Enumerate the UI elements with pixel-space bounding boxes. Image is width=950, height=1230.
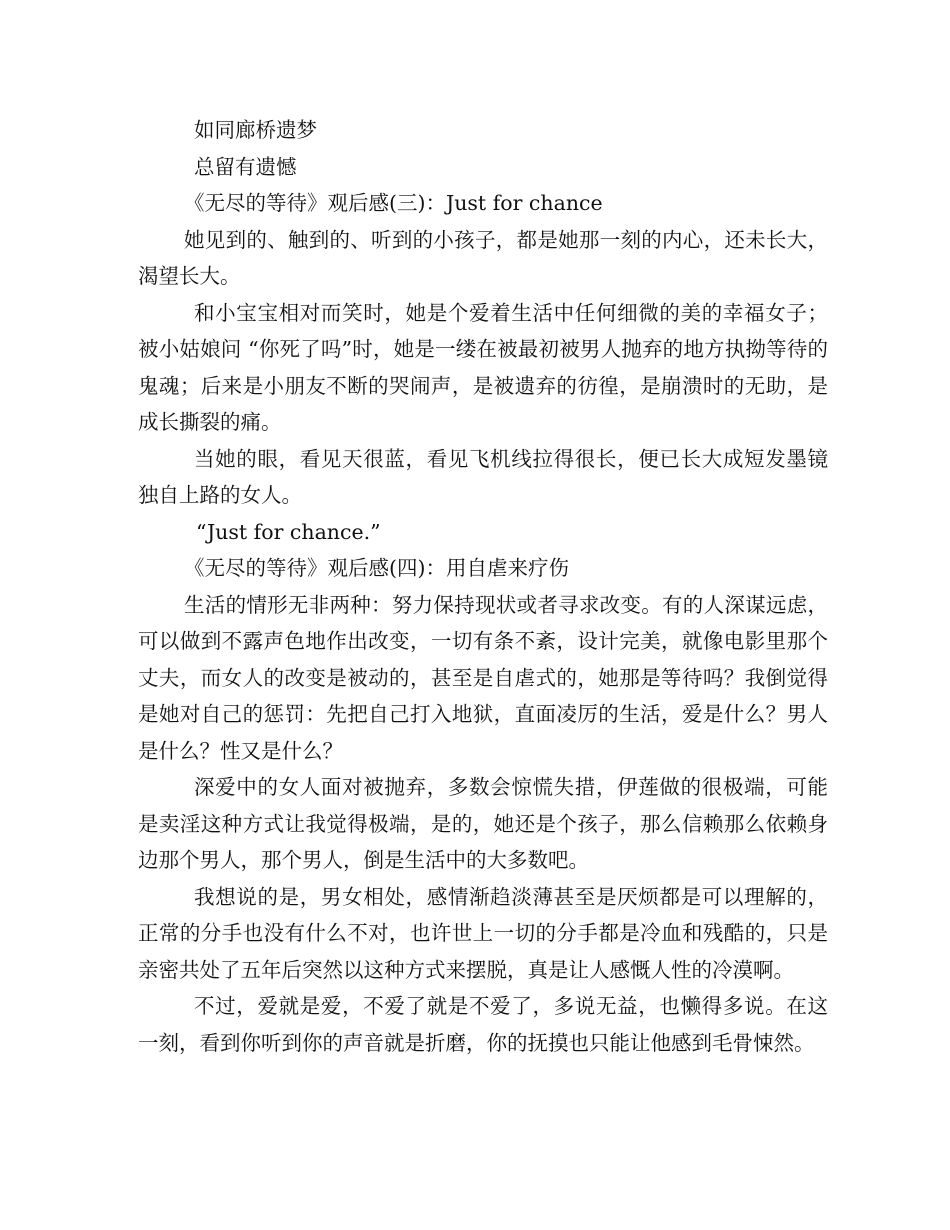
paragraph: 她见到的、触到的、听到的小孩子，都是她那一刻的内心，还未长大，渴望长大。 — [138, 227, 828, 288]
section-heading: 《无尽的等待》观后感(三)：Just for chance — [184, 191, 603, 215]
verse-line: 总留有遗憾 — [194, 154, 297, 179]
quote-line: “Just for chance.” — [196, 519, 381, 544]
paragraph: 深爱中的女人面对被抛弃，多数会惊慌失措，伊莲做的很极端，可能是卖淫这种方式让我觉得极端，是的，她还是个孩子，那么信赖那么依赖身边那个男人，那个男人，倒是生活中的大多数吧。 — [138, 775, 828, 872]
paragraph: 和小宝宝相对而笑时，她是个爱着生活中任何细微的美的幸福女子；被小姑娘问 “你死了吗”时，她是一缕在被最初被男人抛弃的地方执拗等待的鬼魂；后来是小朋友不断的哭闹声，是被遗弃的彷徨，是崩溃时的无助，是成长撕裂的痛。 — [138, 300, 828, 434]
paragraph: 生活的情形无非两种：努力保持现状或者寻求改变。有的人深谋远虑，可以做到不露声色地作出改变，一切有条不紊，设计完美，就像电影里那个丈夫，而女人的改变是被动的，甚至是自虐式的，她那是等待吗？我倒觉得是她对自己的惩罚：先把自己打入地狱，直面凌厉的生活，爱是什么？男人是什么？性又是什么？ — [138, 592, 828, 763]
section-heading: 《无尽的等待》观后感(四)：用自虐来疗伤 — [184, 556, 569, 580]
document-body — [138, 112, 828, 1061]
verse-line: 如同廊桥遗梦 — [194, 118, 317, 142]
paragraph: 当她的眼，看见天很蓝，看见飞机线拉得很长，便已长大成短发墨镜独自上路的女人。 — [138, 446, 828, 507]
paragraph: 我想说的是，男女相处，感情渐趋淡薄甚至是厌烦都是可以理解的，正常的分手也没有什么不对，也许世上一切的分手都是冷血和残酷的，只是亲密共处了五年后突然以这种方式来摆脱，真是让人感慨人性的冷漠啊。 — [138, 884, 828, 982]
paragraph: 不过，爱就是爱，不爱了就是不爱了，多说无益，也懒得多说。在这一刻，看到你听到你的声音就是折磨，你的抚摸也只能让他感到毛骨悚然。 — [138, 994, 828, 1055]
